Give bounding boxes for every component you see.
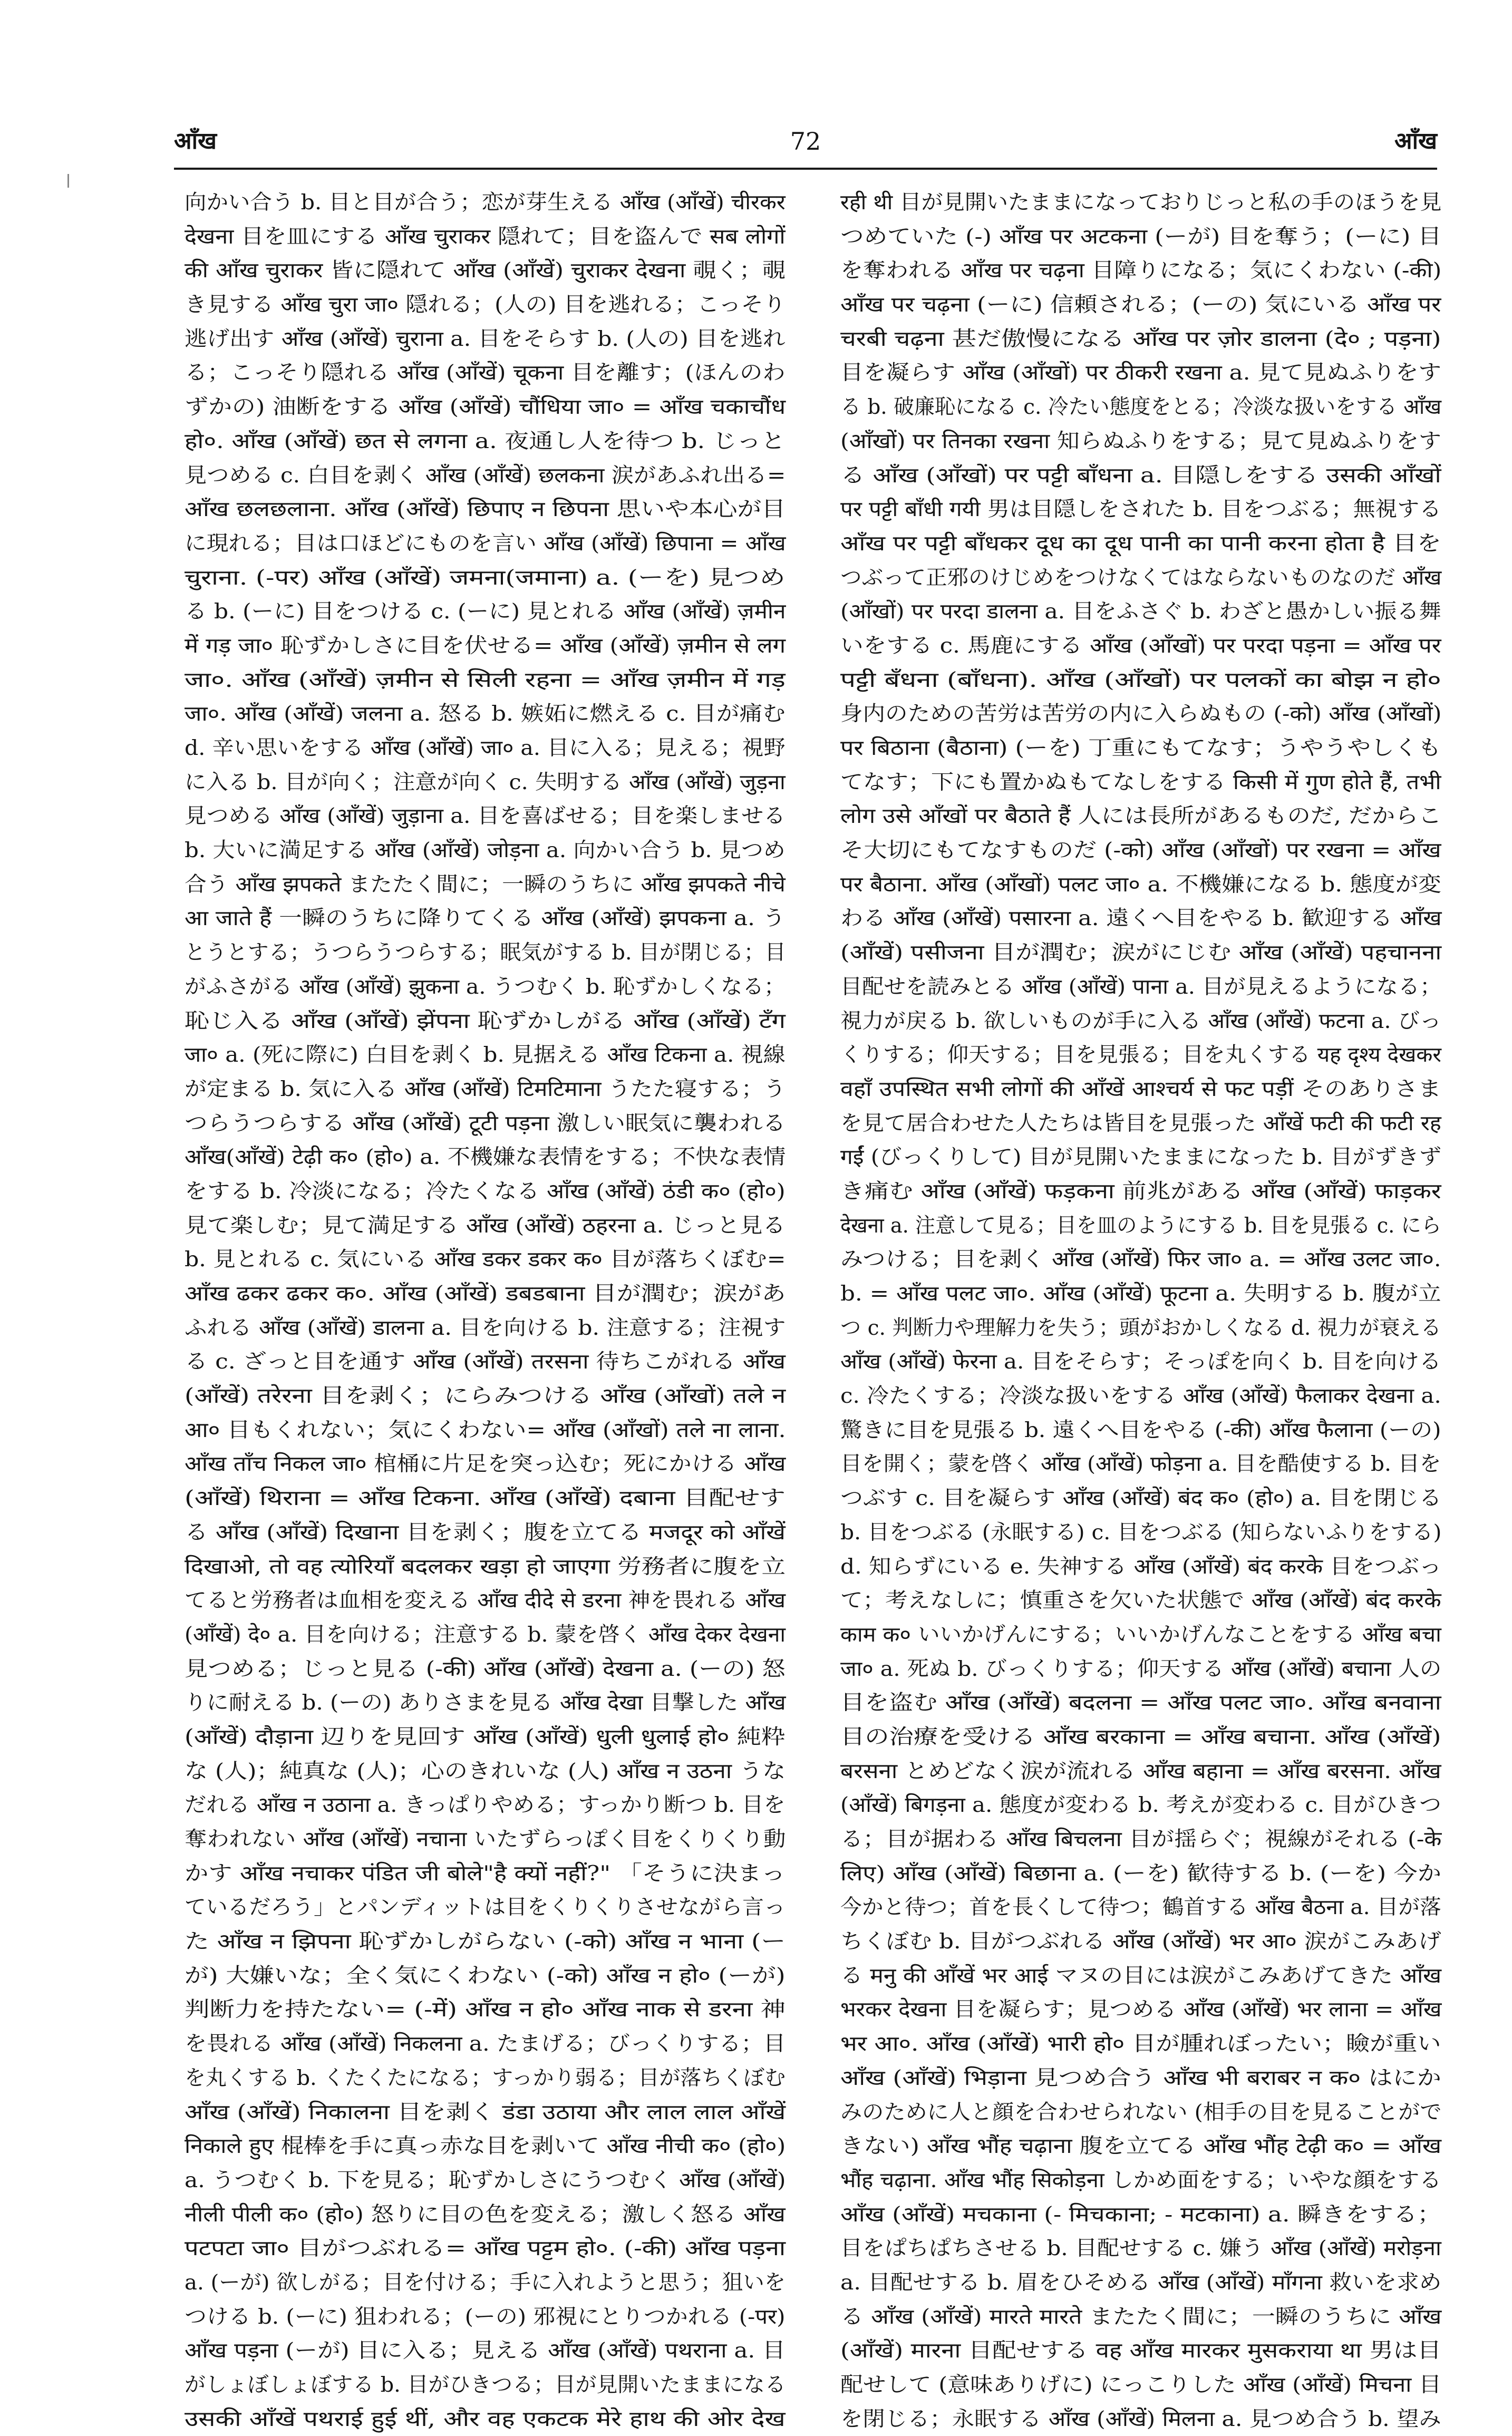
dictionary-line: आँख ताँच निकल जा० 棺桶に片足を突っ込む；死にかける आँख (185, 1452, 786, 1477)
dictionary-line: देखना a. 注意して見る；目を皿のようにする b. 目を見張る c. にら (840, 1213, 1441, 1238)
dictionary-line: つける b. (ーに) 狙われる；(ーの) 邪視にとりつかれる (-पर) (185, 2304, 786, 2329)
dictionary-line: भरकर देखना 目を凝らす；見つめる आँख (आँखें) भर लाना = आँख (840, 1997, 1442, 2022)
dictionary-line: आ० 目もくれない；気にくわない= आँख (आँखों) तले ना लाना. (185, 1418, 786, 1442)
dictionary-line: る आँख (आँखें) दिखाना 目を剥く；腹を立てる मजदूर को आँखें (185, 1520, 786, 1545)
dictionary-line: की आँख चुराकर 皆に隠れて आँख (आँखें) चुराकर देखना 覗く；覗 (185, 258, 786, 283)
dictionary-line: देखना 目を皿にする आँख चुराकर 隠れて；目を盗んで सब लोगों (185, 224, 786, 249)
dictionary-line: b. = आँख पलट जा०. आँख (आँखें) फूटना a. 失明する b. 腹が立 (840, 1282, 1441, 1306)
dictionary-line: 配せして (意味ありげに) にっこりした आँख (आँखें) मिचना 目 (840, 2373, 1442, 2397)
dictionary-line: (आँखें) पसीजना 目が潤む；涙がにじむ आँख (आँखें) पहचानना (840, 940, 1442, 965)
dictionary-line: が定まる b. 気に入る आँख (आँखें) टिमटिमाना うたた寝する；う (185, 1076, 786, 1101)
right-column (840, 186, 1442, 2431)
page-header (174, 120, 1437, 162)
dictionary-line: つめていた (-) आँख पर अटकना (ーが) 目を奪う；(ーに) 目 (840, 224, 1442, 249)
dictionary-line: 目をぱちぱちさせる b. 目配せする c. 嫌う आँख (आँखें) मरोड़ना (840, 2236, 1441, 2261)
dictionary-line: 見つめる；じっと見る (-की) आँख (आँखें) देखना a. (ーの) 怒 (185, 1656, 786, 1681)
dictionary-line: る；こっそり隠れる आँख (आँखें) चूकना 目を離す；(ほんのわ (185, 361, 786, 385)
dictionary-line: निकाले हुए 棍棒を手に真っ赤な目を剥いて आँख नीची क० (हो०) (185, 2134, 786, 2159)
dictionary-line: ているだろう」とパンディットは目をくりくりさせながら言っ (185, 1895, 786, 1920)
dictionary-line: 判断力を持たない= (-में) आँख न हो० आँख नाक से डरना 神 (185, 1997, 786, 2022)
dictionary-line: る आँख (आँखें) मारते मारते またたく間に；一瞬のうちに आँख (840, 2304, 1442, 2329)
dictionary-line: (आँखें) मारना 目配せする वह आँख मारकर मुसकराया था 男は目 (840, 2338, 1441, 2363)
dictionary-line: を畏れる आँख (आँखें) निकलना a. たまげる；びっくりする；目 (185, 2032, 786, 2056)
dictionary-line: भर आ०. आँख (आँखें) भारी हो० 目が腫れぼったい；瞼が重い (840, 2032, 1441, 2056)
dictionary-line: आँख (आँखें) फेरना a. 目をそらす；そっぽを向く b. 目を向ける (840, 1350, 1441, 1374)
dictionary-line: नीली पीली क० (हो०) 怒りに目の色を変える；激しく怒る आँख (185, 2202, 786, 2227)
dictionary-line: ちくぼむ b. 目がつぶれる आँख (आँखें) भर आ० 涙がこみあげ (840, 1929, 1441, 1954)
dictionary-line: 今かと待つ；首を長くして待つ；鶴首する आँख बैठना a. 目が落 (840, 1895, 1441, 1920)
dictionary-line: (आँखें) तरेरना 目を剥く；にらみつける आँख (आँखों) तले न (185, 1384, 786, 1409)
dictionary-line: हो०. आँख (आँखें) छत से लगना a. 夜通し人を待つ b. じっと (185, 429, 786, 453)
dictionary-line: लिए) आँख (आँखें) बिछाना a. (ーを) 歓待する b. (ーを) 今か (840, 1861, 1441, 1886)
dictionary-line: लोग उसे आँखों पर बैठाते हैं 人には長所があるものだ, だからこ (840, 804, 1442, 829)
dictionary-line: चुराना. (-पर) आँख (आँखें) जमना(जमाना) a. (ーを) 見つめ (185, 565, 786, 590)
dictionary-line: る c. ざっと目を通す आँख (आँखें) तरसना 待ちこがれる आँख (185, 1350, 786, 1374)
dictionary-line: आँख छलछलाना. आँख (आँखें) छिपाए न छिपना 思いや本心が目 (185, 497, 786, 522)
dictionary-line: 身内のための苦労は苦労の内に入らぬもの (-को) आँख (आँखों) (840, 702, 1442, 726)
dictionary-line: 合う आँख झपकते またたく間に；一瞬のうちに आँख झपकते नीचे (185, 872, 786, 897)
dictionary-line: उसकी आँखें पथराई हुई थीं, और वह एकटक मेरे हाथ की ओर देख (185, 2406, 786, 2431)
dictionary-line: b. 目をつぶる (永眠する) c. 目をつぶる (知らないふりをする) (840, 1520, 1442, 1545)
dictionary-line: आँख (आँखें) भिड़ाना 見つめ合う आँख भी बराबर न क० はにか (840, 2065, 1441, 2090)
dictionary-line: पटपटा जा० 目がつぶれる= आँख पट्टम हो०. (-की) आँख पड़ना (185, 2236, 786, 2261)
dictionary-line: (आँखें) दे० a. 目を向ける；注意する b. 蒙を啓く आँख देकर देखना (185, 1622, 786, 1647)
dictionary-line: 向かい合う b. 目と目が合う；恋が芽生える आँख (आँखें) चीरकर (185, 190, 786, 215)
dictionary-line: चरबी चढ़ना 甚だ傲慢になる आँख पर ज़ोर डालना (दे० ; पड़ना) (840, 326, 1441, 351)
dictionary-line: な (人)；純真な (人)；心のきれいな (人) आँख न उठना うな (185, 1759, 786, 1783)
dictionary-line: वहाँ उपस्थित सभी लोगों की आँखें आश्चर्य से फट पड़ीं そのありさま (840, 1076, 1441, 1101)
dictionary-line: つ c. 判断力や理解力を失う；頭がおかしくなる d. 視力が衰える (840, 1315, 1441, 1340)
dictionary-line: 見つめる आँख (आँखें) जुड़ाना a. 目を喜ばせる；目を楽しませる (185, 804, 786, 829)
dictionary-line: 目を盗む आँख (आँखें) बदलना = आँख पलट जा०. आँख बनवाना (840, 1691, 1441, 1715)
dictionary-line: て；考えなしに；慎重さを欠いた状態で आँख (आँखें) बंद करके (840, 1588, 1441, 1613)
dictionary-line: 逃げ出す आँख (आँखें) चुराना a. 目をそらす b. (人の) 目を逃れ (185, 326, 786, 351)
dictionary-line: がしょぼしょぼする b. 目がひきつる；目が見開いたままになる (185, 2373, 786, 2397)
dictionary-line: だれる आँख न उठाना a. きっぱりやめる；すっかり断つ b. 目を (185, 1793, 786, 1818)
dictionary-line: つぶす c. 目を凝らす आँख (आँखें) बंद क० (हो०) a. 目を閉じる (840, 1486, 1442, 1511)
left-column (185, 186, 786, 2431)
dictionary-line: आँख पड़ना (ーが) 目に入る；見える आँख (आँखें) पथराना a. 目 (185, 2338, 786, 2363)
dictionary-line: (आँखें) थिराना = आँख टिकना. आँख (आँखें) दबाना 目配せす (185, 1486, 786, 1511)
dictionary-line: जा०. आँख (आँखें) जलना a. 怒る b. 嫉妬に燃える c. 目が痛む (185, 702, 786, 726)
dictionary-line: आँख(आँखें) टेढ़ी क० (हो०) a. 不機嫌な表情をする；不快な表情 (185, 1145, 786, 1170)
dictionary-line: かす आँख नचाकर पंडित जी बोले"है क्यों नहीं?" 「そうに決まっ (185, 1861, 786, 1886)
dictionary-line: に入る b. 目が向く；注意が向く c. 失明する आँख (आँखें) जुड़ना (185, 770, 786, 794)
dictionary-line: (आँखें) बिगड़ना a. 態度が変わる b. 考えが変わる c. 目がひきつ (840, 1793, 1441, 1818)
dictionary-line: 驚きに目を見張る b. 遠くへ目をやる (-की) आँख फैलाना (ーの) (840, 1418, 1441, 1442)
dictionary-line: る；目が据わる आँख बिचलना 目が揺らぐ；視線がそれる (-के (840, 1827, 1442, 1851)
dictionary-line: जा० a. 死ぬ b. びっくりする；仰天する आँख (आँखें) बचाना 人の (840, 1656, 1442, 1681)
dictionary-line: काम क० いいかげんにする；いいかげんなことをする आँख बचा (840, 1622, 1441, 1647)
dictionary-line: みつける；目を剥く आँख (आँखें) फिर जा० a. = आँख उलट जा०. (840, 1247, 1441, 1272)
dictionary-line: b. 見とれる c. 気にいる आँख डकर डकर क० 目が落ちくぼむ= (185, 1247, 786, 1272)
dictionary-line: c. 冷たくする；冷淡な扱いをする आँख (आँखें) फैलाकर देखना a. (840, 1384, 1441, 1409)
dictionary-line: 恥じ入る आँख (आँखें) झेंपना 恥ずかしがる आँख (आँखें) टँग (185, 1008, 786, 1033)
dictionary-line: りに耐える b. (ーの) ありさまを見る आँख देखा 目撃した आँख (185, 1691, 786, 1715)
dictionary-line: पर बिठाना (बैठाना) (ーを) 丁重にもてなす；うやうやしくも (840, 736, 1441, 760)
dictionary-line: とうとする；うつらうつらする；眠気がする b. 目が閉じる；目 (185, 940, 786, 965)
dictionary-line: がふさがる आँख (आँखें) झुकना a. うつむく b. 恥ずかしくなる； (185, 974, 786, 999)
dictionary-line: में गड़ जा० 恥ずかしさに目を伏せる= आँख (आँखें) ज़मीन से लग (185, 633, 786, 658)
dictionary-line: 見つめる c. 白目を剥く आँख (आँखें) छलकना 涙があふれ出る= (185, 463, 786, 488)
dictionary-line: आ जाते हैं 一瞬のうちに降りてくる आँख (आँखें) झपकना a. う (185, 906, 786, 931)
dictionary-line: そ大切にもてなすものだ (-को) आँख (आँखों) पर रखना = आँख (840, 838, 1441, 863)
dictionary-line: आँख (आँखें) निकालना 目を剥く डंडा उठाया और लाल लाल आँखें (185, 2100, 786, 2124)
dictionary-line: を奪われる आँख पर चढ़ना 目障りになる；気にくわない (-की) (840, 258, 1442, 283)
dictionary-line: る आँख (आँखों) पर पट्टी बाँधना a. 目隠しをする उसकी आँखों (840, 463, 1441, 488)
dictionary-line: わる आँख (आँखें) पसारना a. 遠くへ目をやる b. 歓迎する आँख (840, 906, 1442, 931)
header-rule (174, 168, 1437, 170)
dictionary-line: る b. 破廉恥になる c. 冷たい態度をとる；冷淡な扱いをする आँख (840, 395, 1441, 420)
dictionary-line: に現れる；目は口ほどにものを言い आँख (आँखें) छिपाना = आँख (185, 531, 786, 556)
dictionary-line: पट्टी बँधना (बाँधना). आँख (आँखों) पर पलकों का बोझ न हो० (840, 667, 1441, 692)
dictionary-line: b. 大いに満足する आँख (आँखें) जोड़ना a. 向かい合う b. 見つめ (185, 838, 786, 863)
dictionary-line: た आँख न झिपना 恥ずかしがらない (-को) आँख न भाना (ー (185, 1929, 786, 1954)
dictionary-line: 目を凝らす आँख (आँखों) पर ठीकरी रखना a. 見て見ぬふりをす (840, 361, 1442, 385)
dictionary-line: a. うつむく b. 下を見る；恥ずかしさにうつむく आँख (आँखें) (185, 2168, 786, 2192)
dictionary-line: つぶって正邪のけじめをつけなくてはならないものなのだ आँख (840, 565, 1442, 590)
dictionary-line: いをする c. 馬鹿にする आँख (आँखों) पर परदा पड़ना = आँख पर (840, 633, 1441, 658)
dictionary-line: を見て居合わせた人たちは皆目を見張った आँखें फटी की फटी रह (840, 1111, 1441, 1135)
dictionary-line: きない) आँख भौंह चढ़ाना 腹を立てる आँख भौंह टेढ़ी क० = आँख (840, 2134, 1442, 2159)
dictionary-line: る b. (ーに) 目をつける c. (ーに) 見とれる आँख (आँखें) ज़मीन (185, 599, 786, 624)
dictionary-line: जा०. आँख (आँखें) ज़मीन से सिली रहना = आँख ज़मीन में गड़ (185, 667, 786, 692)
dictionary-line: गईं (びっくりして) 目が見開いたままになった b. 目がずきず (840, 1145, 1442, 1170)
dictionary-line: आँख पर पट्टी बाँधकर दूध का दूध पानी का पानी करना होता है 目を (840, 531, 1441, 556)
dictionary-line: を丸くする b. くたくたになる；すっかり弱る；目が落ちくぼむ (185, 2065, 786, 2090)
dictionary-line: 目の治療を受ける आँख बरकाना = आँख बचाना. आँख (आँखें) (840, 1724, 1441, 1749)
dictionary-line: (आँखों) पर परदा डालना a. 目をふさぐ b. わざと愚かしい振る舞 (840, 599, 1441, 624)
dictionary-line: を閉じる；永眠する आँख (आँखें) मिलना a. 見つめ合う b. 望み (840, 2406, 1441, 2431)
dictionary-line: る मनु की आँखें भर आई マヌの目には涙がこみあげてきた आँख (840, 1963, 1442, 1988)
header-guide-word-right: आँख (1394, 128, 1437, 154)
dictionary-line: (आँखें) दौड़ाना 辺りを見回す आँख (आँखें) धुली धुलाई हो० 純粋 (185, 1724, 786, 1749)
dictionary-line: 目配せを読みとる आँख (आँखें) पाना a. 目が見えるようになる； (840, 974, 1442, 999)
dictionary-line: き見する आँख चुरा जा० 隠れる；(人の) 目を逃れる；こっそり (185, 293, 786, 317)
dictionary-line: 目を開く；蒙を啓く आँख (आँखें) फोड़ना a. 目を酷使する b. 目を (840, 1452, 1441, 1477)
dictionary-line: बरसना とめどなく涙が流れる आँख बहाना = आँख बरसना. आँख (840, 1759, 1441, 1783)
page-number: 72 (790, 127, 821, 156)
dictionary-line: आँख (आँखें) मचकाना (- मिचकाना; - मटकाना) a. 瞬きをする； (840, 2202, 1441, 2227)
dictionary-line: पर बैठाना. आँख (आँखों) पलट जा० a. 不機嫌になる b. 態度が変 (840, 872, 1441, 897)
dictionary-line: つらうつらする आँख (आँखें) टूटी पड़ना 激しい眠気に襲われる (185, 1111, 786, 1135)
dictionary-line: 見て楽しむ；見て満足する आँख (आँखें) ठहरना a. じっと見る (185, 1213, 786, 1238)
dictionary-line: が) 大嫌いな；全く気にくわない (-को) आँख न हो० (ーが) (185, 1963, 786, 1988)
dictionary-line: आँख ढकर ढकर क०. आँख (आँखें) डबडबाना 目が潤む；涙があ (185, 1282, 786, 1306)
dictionary-line: रही थी 目が見開いたままになっておりじっと私の手のほうを見 (840, 190, 1442, 215)
header-guide-word-left: आँख (174, 128, 217, 154)
dictionary-line: てなす；下にも置かぬもてなしをする किसी में गुण होते हैं, तभी (840, 770, 1441, 794)
dictionary-line: き痛む आँख (आँखें) फड़कना 前兆がある आँख (आँखें) फाड़कर (840, 1179, 1441, 1204)
dictionary-line: ふれる आँख (आँखें) डालना a. 目を向ける b. 注意する；注視す (185, 1315, 786, 1340)
dictionary-line: (आँखों) पर तिनका रखना 知らぬふりをする；見て見ぬふりをす (840, 429, 1441, 453)
dictionary-line: くりする；仰天する；目を見張る；目を丸くする यह दृश्य देखकर (840, 1043, 1442, 1067)
dictionary-line: a. (ーが) 欲しがる；目を付ける；手に入れようと思う；狙いを (185, 2270, 786, 2295)
dictionary-line: आँख पर चढ़ना (ーに) 信頼される；(ーの) 気にいる आँख पर (840, 293, 1441, 317)
dictionary-line: दिखाओ, तो वह त्योरियाँ बदलकर खड़ा हो जाएगा 労務者に腹を立 (185, 1554, 786, 1579)
dictionary-line: d. 知らずにいる e. 失神する आँख (आँखें) बंद करके 目をつぶっ (840, 1554, 1442, 1579)
margin-mark (67, 174, 69, 188)
dictionary-line: 視力が戻る b. 欲しいものが手に入る आँख (आँखें) फटना a. びっ (840, 1008, 1442, 1033)
dictionary-line: भौंह चढ़ाना. आँख भौंह सिकोड़ना しかめ面をする；いやな顔をする (840, 2168, 1441, 2192)
dictionary-line: みのために人と顔を合わせられない (相手の目を見ることがで (840, 2100, 1442, 2124)
dictionary-line: をする b. 冷淡になる；冷たくなる आँख (आँखें) ठंडी क० (हो०) (185, 1179, 786, 1204)
dictionary-line: पर पट्टी बाँधी गयी 男は目隠しをされた b. 目をつぶる；無視する (840, 497, 1441, 522)
dictionary-line: てると労務者は血相を変える आँख दीदे से डरना 神を畏れる आँख (185, 1588, 786, 1613)
dictionary-line: a. 目配せする b. 眉をひそめる आँख (आँखें) माँगना 救いを求め (840, 2270, 1442, 2295)
dictionary-line: 奪われない आँख (आँखें) नचाना いたずらっぽく目をくりくり動 (185, 1827, 786, 1851)
dictionary-line: d. 辛い思いをする आँख (आँखें) जा० a. 目に入る；見える；視野 (185, 736, 786, 760)
dictionary-line: ずかの) 油断をする आँख (आँखें) चौंधिया जा० = आँख चकाचौंध (185, 395, 786, 420)
dictionary-line: जा० a. (死に際に) 白目を剥く b. 見据える आँख टिकना a. 視線 (185, 1043, 786, 1067)
